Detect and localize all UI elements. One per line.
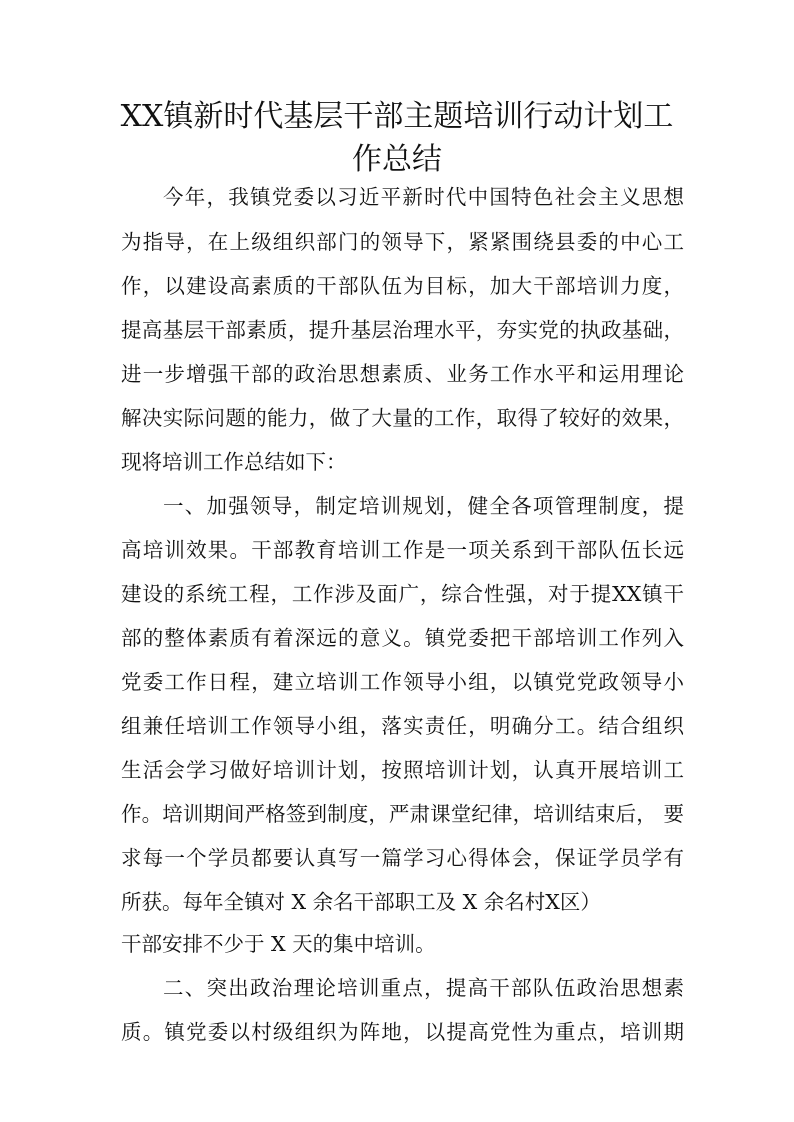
document-title-line-1: XX镇新时代基层干部主题培训行动计划工 <box>120 99 674 134</box>
paragraph-line: 生活会学习做好培训计划，按照培训计划，认真开展培训工 <box>121 758 684 782</box>
paragraph-line: 干部安排不少于 X 天的集中培训。 <box>121 932 436 956</box>
paragraph-line: 所获。每年全镇对 X 余名干部职工及 X 余名村X区） <box>121 890 601 914</box>
paragraph-line: 解决实际问题的能力，做了大量的工作，取得了较好的效果， <box>121 406 684 430</box>
paragraph-line: 高培训效果。干部教育培训工作是一项关系到干部队伍长远 <box>121 538 684 562</box>
document-title-line-2: 作总结 <box>352 142 442 177</box>
paragraph-line: 为指导，在上级组织部门的领导下，紧紧围绕县委的中心工 <box>121 230 684 254</box>
paragraph-line: 今年，我镇党委以习近平新时代中国特色社会主义思想 <box>163 185 684 209</box>
paragraph-line: 现将培训工作总结如下： <box>121 450 347 474</box>
paragraph-line: 提高基层干部素质，提升基层治理水平，夯实党的执政基础， <box>121 318 684 342</box>
paragraph-line: 建设的系统工程，工作涉及面广，综合性强，对于提XX镇干 <box>121 582 684 606</box>
paragraph-line: 党委工作日程，建立培训工作领导小组，以镇党党政领导小 <box>121 670 684 694</box>
paragraph-line: 求每一个学员都要认真写一篇学习心得体会，保证学员学有 <box>121 846 684 870</box>
paragraph-line: 作。培训期间严格签到制度，严肃课堂纪律，培训结束后， 要 <box>121 802 684 826</box>
paragraph-line: 一、加强领导，制定培训规划，健全各项管理制度，提 <box>163 494 684 518</box>
paragraph-line: 作，以建设高素质的干部队伍为目标，加大干部培训力度， <box>121 274 684 298</box>
paragraph-line: 质。镇党委以村级组织为阵地，以提高党性为重点，培训期 <box>121 1020 684 1044</box>
paragraph-line: 二、突出政治理论培训重点，提高干部队伍政治思想素 <box>163 976 684 1000</box>
paragraph-line: 部的整体素质有着深远的意义。镇党委把干部培训工作列入 <box>121 626 684 650</box>
paragraph-line: 组兼任培训工作领导小组，落实责任，明确分工。结合组织 <box>121 714 684 738</box>
paragraph-line: 进一步增强干部的政治思想素质、业务工作水平和运用理论 <box>121 362 684 386</box>
